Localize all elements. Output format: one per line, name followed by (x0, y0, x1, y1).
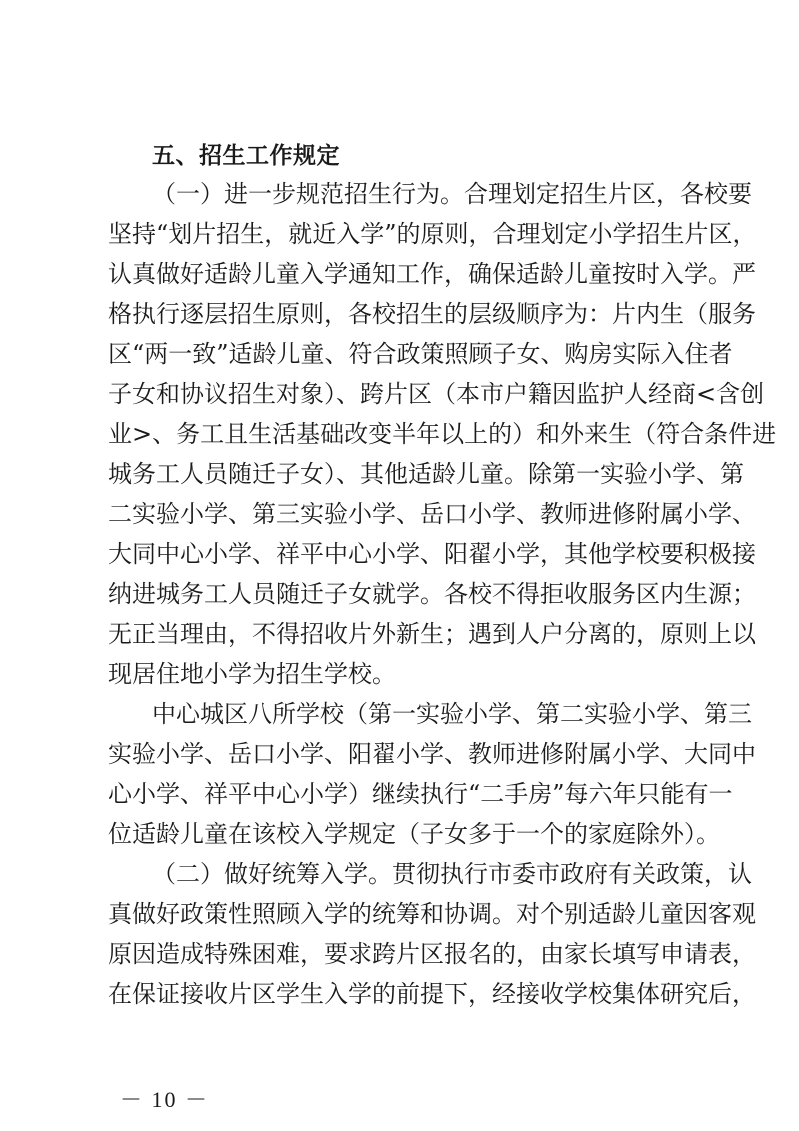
paragraph-line: 认真做好适龄儿童入学通知工作，确保适龄儿童按时入学。严 (108, 260, 756, 288)
paragraph-line: 子女和协议招生对象）、跨片区（本市户籍因监护人经商<含创 (108, 380, 765, 408)
paragraph-line: （一）进一步规范招生行为。合理划定招生片区，各校要 (152, 180, 752, 208)
paragraph-line: 无正当理由，不得招收片外新生；遇到人户分离的，原则上以 (108, 620, 756, 648)
paragraph-line: 格执行逐层招生原则，各校招生的层级顺序为：片内生（服务 (108, 300, 756, 328)
paragraph-line: 真做好政策性照顾入学的统筹和协调。对个别适龄儿童因客观 (108, 900, 756, 928)
paragraph-line: 大同中心小学、祥平中心小学、阳翟小学，其他学校要积极接 (108, 540, 756, 568)
paragraph-line: 在保证接收片区学生入学的前提下，经接收学校集体研究后， (108, 980, 756, 1008)
paragraph-line: 现居住地小学为招生学校。 (108, 660, 396, 688)
paragraph-line: 城务工人员随迁子女）、其他适龄儿童。除第一实验小学、第 (108, 460, 744, 488)
paragraph-line: 区“两一致”适龄儿童、符合政策照顾子女、购房实际入住者 (108, 340, 733, 368)
paragraph-line: 纳进城务工人员随迁子女就学。各校不得拒收服务区内生源； (108, 580, 756, 608)
paragraph-line: 坚持“划片招生，就近入学”的原则，合理划定小学招生片区， (108, 220, 757, 248)
paragraph-line: 业>、务工且生活基础改变半年以上的）和外来生（符合条件进 (108, 420, 777, 448)
paragraph-line: 心小学、祥平中心小学）继续执行“二手房”每六年只能有一 (108, 780, 733, 808)
paragraph-line: 位适龄儿童在该校入学规定（子女多于一个的家庭除外）。 (108, 820, 720, 848)
section-heading: 五、招生工作规定 (152, 143, 340, 169)
paragraph-line: 中心城区八所学校（第一实验小学、第二实验小学、第三 (152, 700, 752, 728)
paragraph-line: 二实验小学、第三实验小学、岳口小学、教师进修附属小学、 (108, 500, 756, 528)
page-number: － 10 － (120, 1087, 210, 1112)
paragraph-line: 原因造成特殊困难，要求跨片区报名的，由家长填写申请表， (108, 940, 756, 968)
paragraph-line: （二）做好统筹入学。贯彻执行市委市政府有关政策，认 (152, 860, 752, 888)
paragraph-line: 实验小学、岳口小学、阳翟小学、教师进修附属小学、大同中 (108, 740, 756, 768)
